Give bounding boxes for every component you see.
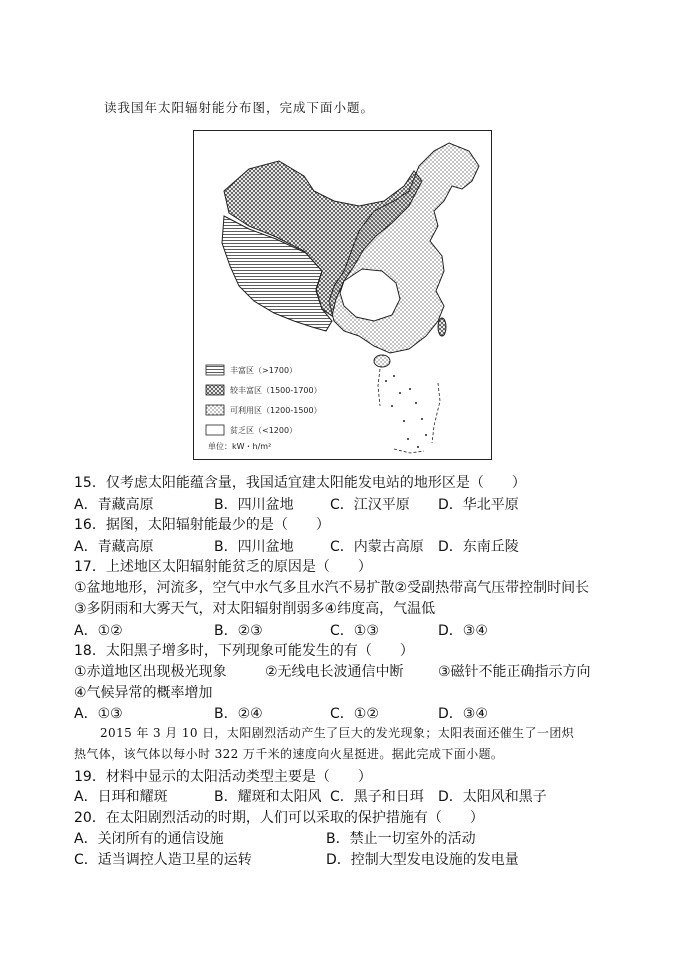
question-16-stem: 16．据图，太阳辐射能最少的是（ ）: [74, 517, 330, 533]
q19-option-d[interactable]: D．太阳风和黑子: [438, 789, 547, 805]
q20-option-a[interactable]: A．关闭所有的通信设施: [74, 831, 224, 847]
q18-statement-1: ①赤道地区出现极光现象: [74, 664, 227, 680]
legend-rich: 较丰富区（1500-1700）: [230, 386, 322, 395]
question-17-stem: 17．上述地区太阳辐射能贫乏的原因是（ ）: [74, 559, 372, 575]
q20-option-c[interactable]: C．适当调控人造卫星的运转: [74, 852, 252, 868]
q18-statement-3: ③磁针不能正确指示方向: [438, 664, 591, 680]
q20-option-b[interactable]: B．禁止一切室外的活动: [326, 831, 476, 847]
legend-richest: 丰富区（>1700）: [230, 366, 298, 375]
q17-option-d[interactable]: D．③④: [438, 623, 488, 639]
q19-option-c[interactable]: C．黑子和日珥: [330, 789, 424, 805]
map-intro: 读我国年太阳辐射能分布图，完成下面小题。: [104, 100, 375, 115]
q15-option-b[interactable]: B．四川盆地: [214, 497, 294, 513]
q16-option-b[interactable]: B．四川盆地: [214, 539, 294, 555]
q18-option-c[interactable]: C．①②: [330, 706, 379, 722]
q18-statement-4: ④气候异常的概率增加: [74, 685, 213, 701]
solar-radiation-map: [193, 130, 492, 460]
q19-option-b[interactable]: B．耀斑和太阳风: [214, 789, 322, 805]
q17-option-c[interactable]: C．①③: [330, 623, 379, 639]
question-18-stem: 18．太阳黑子增多时，下列现象可能发生的有（ ）: [74, 643, 414, 659]
q20-option-d[interactable]: D．控制大型发电设施的发电量: [326, 852, 519, 868]
q18-option-d[interactable]: D．③④: [438, 706, 488, 722]
question-15-stem: 15．仅考虑太阳能蕴含量，我国适宜建太阳能发电站的地形区是（ ）: [74, 475, 526, 491]
q16-option-c[interactable]: C．内蒙古高原: [330, 539, 424, 555]
q16-option-a[interactable]: A．青藏高原: [74, 539, 154, 555]
q18-statement-2: ②无线电长波通信中断: [265, 664, 404, 680]
q19-option-a[interactable]: A．日珥和耀斑: [74, 789, 168, 805]
legend-usable: 可利用区（1200-1500）: [230, 406, 322, 415]
q17-option-a[interactable]: A．①②: [74, 623, 123, 639]
question-19-stem: 19．材料中显示的太阳活动类型主要是（ ）: [74, 769, 372, 785]
q17-statement-line-2: ③多阴雨和大雾天气，对太阳辐射削弱多④纬度高，气温低: [74, 601, 436, 617]
q15-option-d[interactable]: D．华北平原: [438, 497, 519, 513]
legend-unit: 单位：kW・h/m²: [208, 442, 272, 451]
q15-option-a[interactable]: A．青藏高原: [74, 497, 154, 513]
legend-poor: 贫乏区（<1200）: [230, 426, 298, 435]
question-20-stem: 20．在太阳剧烈活动的时期，人们可以采取的保护措施有（ ）: [74, 810, 484, 826]
q16-option-d[interactable]: D．东南丘陵: [438, 539, 519, 555]
q17-option-b[interactable]: B．②③: [214, 623, 263, 639]
q15-option-c[interactable]: C．江汉平原: [330, 497, 410, 513]
material-line-1: 2015 年 3 月 10 日，太阳剧烈活动产生了巨大的发光现象；太阳表面还催生了一团炽: [100, 726, 575, 740]
material-line-2: 热气体，该气体以每小时 322 万千米的速度向火星挺进。据此完成下面小题。: [74, 747, 504, 761]
q18-option-a[interactable]: A．①③: [74, 706, 123, 722]
q18-option-b[interactable]: B．②④: [214, 706, 263, 722]
q17-statement-line-1: ①盆地地形，河流多，空气中水气多且水汽不易扩散②受副热带高气压带控制时间长: [74, 580, 590, 596]
